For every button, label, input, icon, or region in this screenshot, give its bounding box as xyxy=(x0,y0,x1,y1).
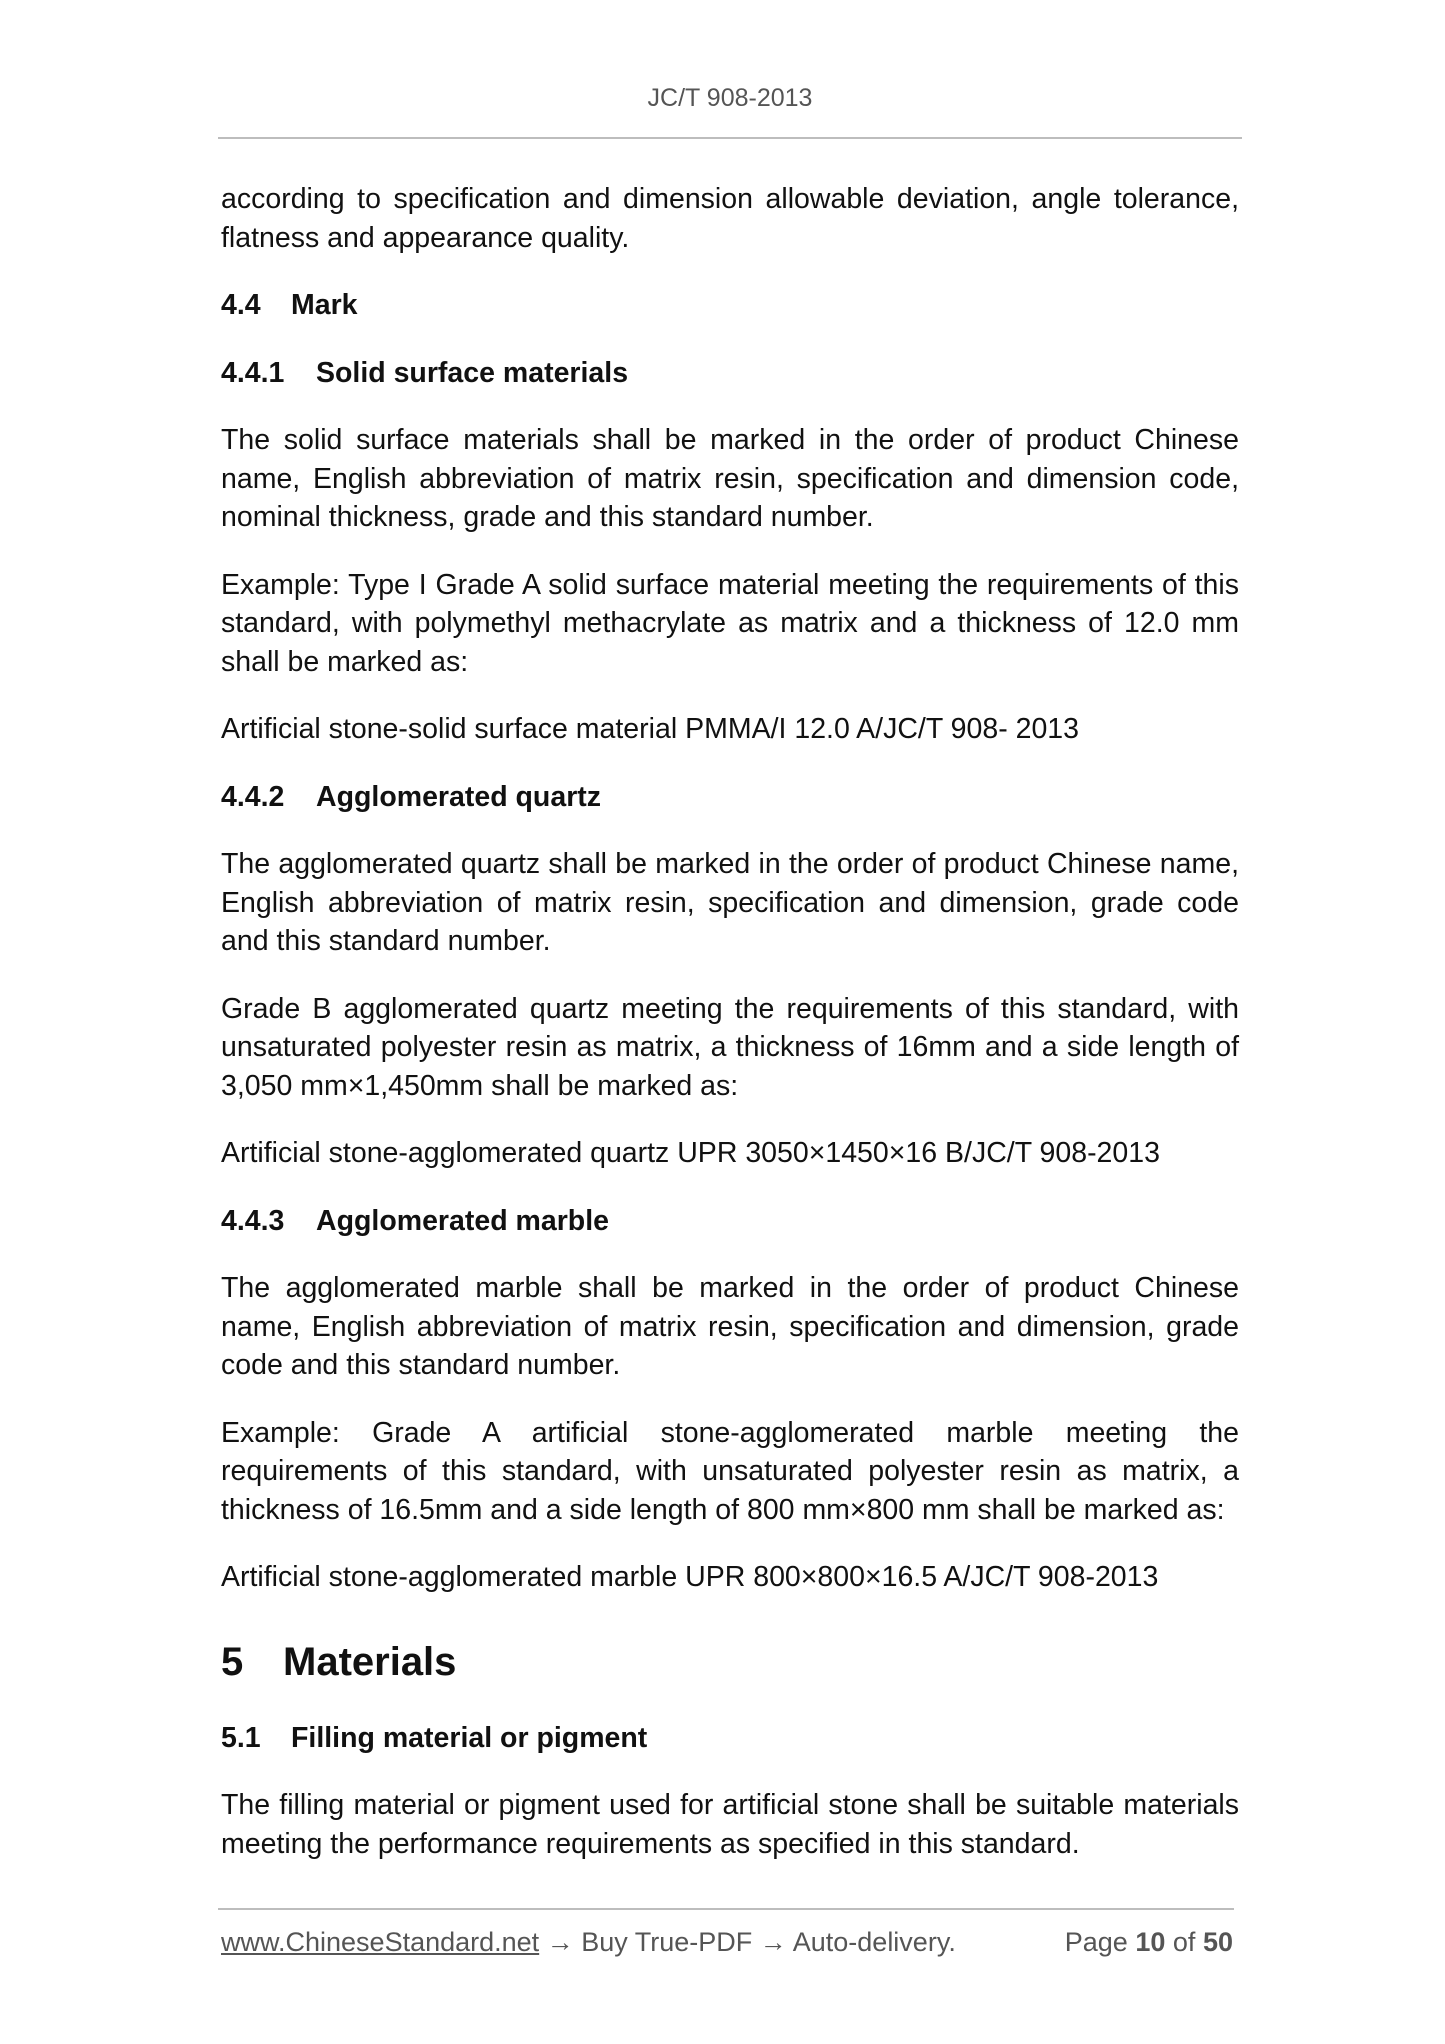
paragraph-intro: according to specification and dimension allowable deviation, angle tolerance, flatness and appearance quality. xyxy=(221,183,1239,254)
site-link[interactable]: www.ChineseStandard.net xyxy=(221,1927,540,1957)
section-heading-4-4 xyxy=(221,286,1239,325)
paragraph-marble-example: Example: Grade A artificial stone-agglomerated marble meeting the requirements of this standard, with unsaturated polyester resin as matrix, a thickness of 16.5mm and a side length of 800 mm×800 mm shall be marked as: xyxy=(221,1416,1239,1526)
section-heading-4-4-1 xyxy=(221,354,1239,393)
paragraph-quartz-mark: Artificial stone-agglomerated quartz UPR 3050×1450×16 B/JC/T 908-2013 xyxy=(221,1137,1160,1169)
paragraph-quartz-example: Grade B agglomerated quartz meeting the requirements of this standard, with unsaturated polyester resin as matrix, a thickness of 16mm and a side length of 3,050 mm×1,450mm shall be marked as: xyxy=(221,992,1239,1102)
footer-divider xyxy=(218,1908,1234,1910)
section-number: 4.4 xyxy=(221,289,261,321)
section-heading-4-4-3 xyxy=(221,1202,1239,1241)
paragraph-filling-material: The filling material or pigment used for artificial stone shall be suitable materials meeting the performance requirements as specified in this standard. xyxy=(221,1789,1239,1860)
footer-promo-text: → Buy True-PDF → Auto-delivery. xyxy=(539,1927,956,1957)
current-page-number: 10 xyxy=(1135,1927,1166,1957)
header-divider xyxy=(218,137,1242,139)
document-body xyxy=(221,180,1239,1892)
total-page-count: 50 xyxy=(1202,1927,1233,1957)
section-number: 5 xyxy=(221,1639,244,1684)
page-footer xyxy=(221,1927,1233,1958)
paragraph-solid-surface-marking: The solid surface materials shall be marked in the order of product Chinese name, English abbreviation of matrix resin, specification and dimension code, nominal thickness, grade and this standard number. xyxy=(221,424,1239,533)
section-number: 4.4.1 xyxy=(221,356,285,389)
paragraph-quartz-marking: The agglomerated quartz shall be marked in the order of product Chinese name, English abbreviation of matrix resin, specification and dimension, grade code and this standard number. xyxy=(221,848,1239,957)
page-indicator xyxy=(1065,1927,1233,1958)
section-heading-5-1 xyxy=(221,1719,1239,1758)
of-label: of xyxy=(1172,1927,1196,1957)
section-title: Filling material or pigment xyxy=(291,1721,648,1754)
section-title: Agglomerated marble xyxy=(316,1204,609,1237)
section-heading-4-4-2 xyxy=(221,778,1239,817)
section-number: 4.4.2 xyxy=(221,780,285,813)
section-number: 4.4.3 xyxy=(221,1204,285,1237)
page-header-doc-id: JC/T 908-2013 xyxy=(647,84,813,112)
page-label: Page xyxy=(1064,1927,1128,1957)
section-title: Materials xyxy=(283,1639,457,1684)
section-heading-5 xyxy=(221,1637,1239,1687)
section-title: Solid surface materials xyxy=(316,356,629,389)
section-number: 5.1 xyxy=(221,1721,261,1754)
paragraph-solid-surface-mark: Artificial stone-solid surface material PMMA/I 12.0 A/JC/T 908- 2013 xyxy=(221,713,1080,745)
paragraph-marble-mark: Artificial stone-agglomerated marble UPR 800×800×16.5 A/JC/T 908-2013 xyxy=(221,1561,1159,1593)
paragraph-marble-marking: The agglomerated marble shall be marked in the order of product Chinese name, English abbreviation of matrix resin, specification and dimension, grade code and this standard number. xyxy=(221,1272,1239,1381)
paragraph-solid-surface-example: Example: Type I Grade A solid surface material meeting the requirements of this standard, with polymethyl methacrylate as matrix and a thickness of 12.0 mm shall be marked as: xyxy=(221,568,1239,678)
section-title: Agglomerated quartz xyxy=(316,780,602,813)
section-title: Mark xyxy=(291,289,358,321)
